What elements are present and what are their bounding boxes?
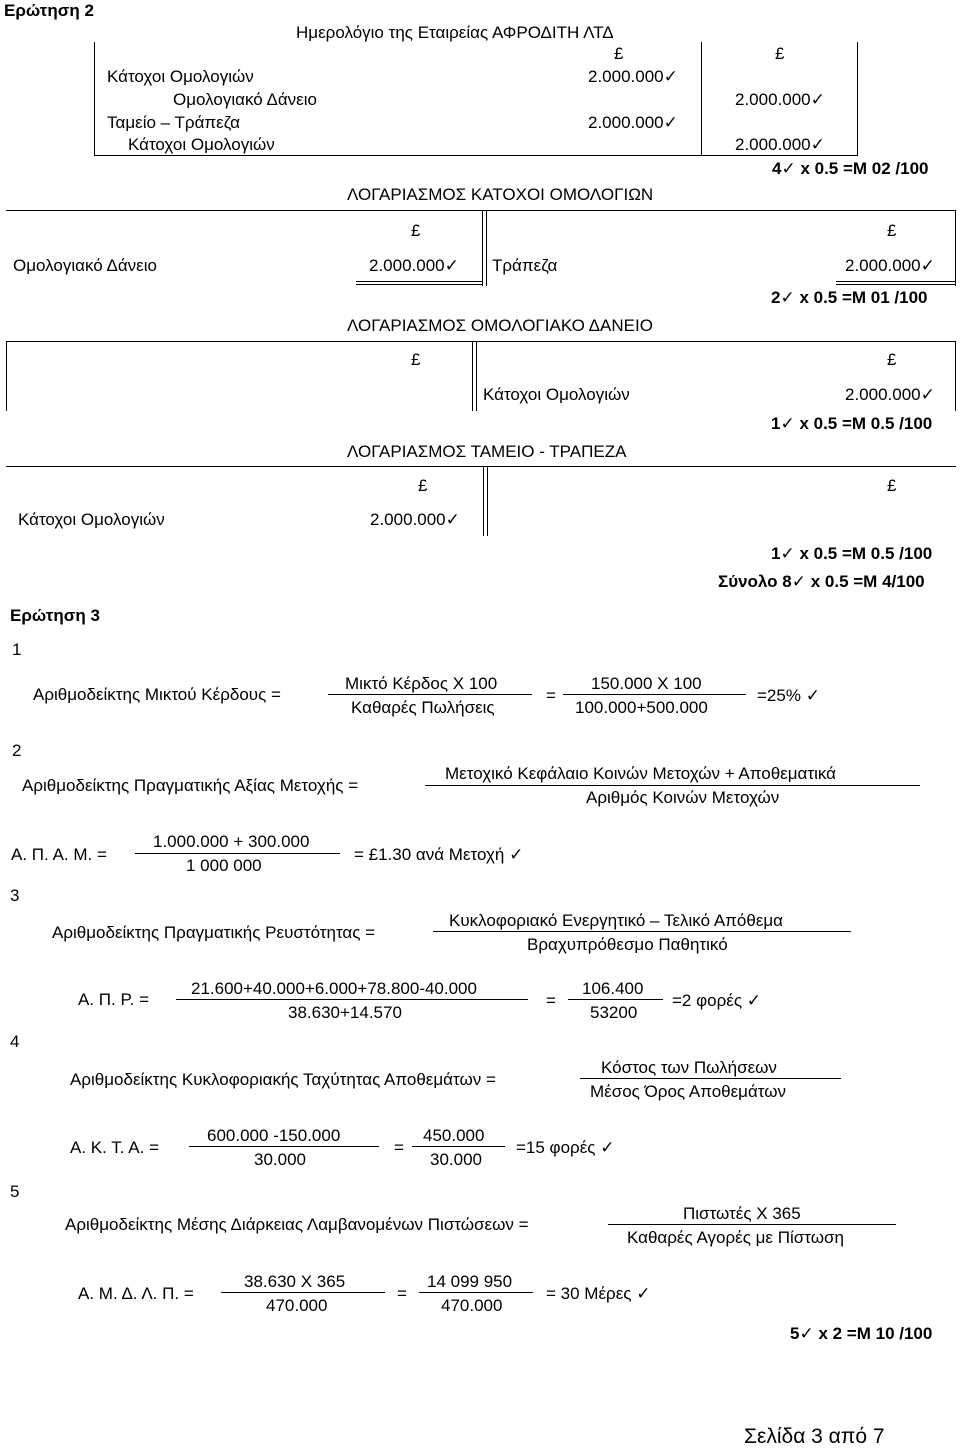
ledger2-right-border xyxy=(955,341,956,411)
ledger3-title: ΛΟΓΑΡΙΑΣΜΟΣ ΤΑΜΕΙΟ - ΤΡΑΠΕΖΑ xyxy=(347,442,627,461)
ledger2-left-border xyxy=(6,341,7,411)
equals-sign: = xyxy=(397,1284,407,1303)
ratio-result: = £1.30 ανά Μετοχή ✓ xyxy=(354,845,524,865)
ledger1-credit-currency: £ xyxy=(887,221,897,240)
journal-account: Κάτοχοι Ομολογιών xyxy=(128,135,275,154)
ratio-label: Αριθμοδείκτης Μέσης Διάρκειας Λαμβανομένων Πιστώσεων = xyxy=(65,1215,529,1234)
formula-denominator: Καθαρές Πωλήσεις xyxy=(351,698,495,717)
ledger3-divider xyxy=(487,466,488,536)
ledger1-left-amount: 2.000.000✓ xyxy=(369,256,459,276)
ledger1-total-line xyxy=(836,281,955,282)
formula-denominator: Μέσος Όρος Αποθεμάτων xyxy=(590,1082,787,1101)
check-icon: ✓ xyxy=(920,385,935,405)
ledger2-top-line xyxy=(6,341,956,342)
equals-sign: = xyxy=(546,686,556,705)
ledger1-total-line xyxy=(836,284,955,285)
fraction-line xyxy=(135,853,340,854)
formula-numerator: Κόστος των Πωλήσεων xyxy=(601,1058,777,1077)
ledger3-divider xyxy=(483,466,484,536)
check-icon: ✓ xyxy=(663,67,678,87)
check-icon: ✓ xyxy=(805,686,820,706)
ratio-label: Αριθμοδείκτης Κυκλοφοριακής Ταχύτητας Αποθεμάτων = xyxy=(70,1070,496,1089)
item-number: 4 xyxy=(10,1032,20,1051)
ledger2-right-amount: 2.000.000✓ xyxy=(845,385,935,405)
fraction-line xyxy=(189,1146,379,1147)
check-icon: ✓ xyxy=(791,572,806,592)
check-icon: ✓ xyxy=(746,991,762,1011)
formula-numerator: Μετοχικό Κεφάλαιο Κοινών Μετοχών + Αποθεματικά xyxy=(445,764,836,783)
ratio-label: Αριθμοδείκτης Πραγματικής Αξίας Μετοχής = xyxy=(22,776,359,795)
fraction-line xyxy=(433,931,851,932)
ledger1-debit-currency: £ xyxy=(411,221,421,240)
fraction-line xyxy=(176,999,528,1000)
q2-total-score: Σύνολο 8✓ x 0.5 =Μ 4/100 xyxy=(718,572,925,592)
check-icon: ✓ xyxy=(799,1324,814,1344)
calc2-numerator: 14 099 950 xyxy=(427,1272,513,1291)
fraction-line xyxy=(419,1292,533,1293)
ledger1-left-account: Ομολογιακό Δάνειο xyxy=(13,256,157,275)
ratio-abbreviation: Α. Μ. Δ. Λ. Π. = xyxy=(78,1284,194,1303)
calc-denominator: 38.630+14.570 xyxy=(288,1003,402,1022)
ratio-abbreviation: Α. Π. Ρ. = xyxy=(78,990,150,1009)
journal-credit-currency: £ xyxy=(775,44,785,63)
fraction-line xyxy=(568,999,663,1000)
ratio-result: =15 φορές ✓ xyxy=(516,1138,615,1158)
ledger2-credit-currency: £ xyxy=(887,350,897,369)
journal-left-border xyxy=(94,42,95,156)
item-number: 1 xyxy=(12,640,22,659)
formula-numerator: Πιστωτές Χ 365 xyxy=(683,1204,801,1223)
journal-right-border xyxy=(857,42,858,156)
fraction-line xyxy=(608,1224,896,1225)
ratio-result: =25% ✓ xyxy=(757,686,820,706)
equals-sign: = xyxy=(546,991,556,1010)
page-number: Σελίδα 3 από 7 xyxy=(744,1425,885,1448)
check-icon: ✓ xyxy=(636,1284,651,1304)
journal-account: Ομολογιακό Δάνειο xyxy=(173,90,317,109)
ledger1-right-amount: 2.000.000✓ xyxy=(845,256,935,276)
fraction-line xyxy=(580,1078,841,1079)
formula-denominator: Καθαρές Αγορές με Πίστωση xyxy=(627,1228,844,1247)
check-icon: ✓ xyxy=(445,510,460,530)
calc-denominator: 30.000 xyxy=(254,1150,306,1169)
ledger1-total-line xyxy=(356,281,482,282)
calc-numerator: 150.000 Χ 100 xyxy=(591,674,702,693)
ratio-result: =2 φορές ✓ xyxy=(672,991,762,1011)
ratio-abbreviation: Α. Κ. Τ. Α. = xyxy=(70,1138,160,1157)
ledger3-debit-currency: £ xyxy=(418,476,428,495)
check-icon: ✓ xyxy=(780,414,795,434)
journal-bottom-border xyxy=(94,155,858,156)
calc-numerator: 21.600+40.000+6.000+78.800-40.000 xyxy=(191,979,477,998)
calc2-denominator: 30.000 xyxy=(430,1150,482,1169)
ledger1-top-line xyxy=(6,210,956,211)
calc2-denominator: 470.000 xyxy=(441,1296,503,1315)
ledger2-debit-currency: £ xyxy=(411,350,421,369)
q2-heading: Ερώτηση 2 xyxy=(4,1,94,20)
journal-credit-amount: 2.000.000✓ xyxy=(735,90,825,110)
journal-title: Ημερολόγιο της Εταιρείας ΑΦΡΟΔΙΤΗ ΛΤΔ xyxy=(296,23,614,42)
ledger1-divider xyxy=(486,210,487,286)
check-icon: ✓ xyxy=(810,135,825,155)
ratio-label: Αριθμοδείκτης Μικτού Κέρδους = xyxy=(33,685,281,704)
ledger1-right-border xyxy=(955,210,956,286)
check-icon: ✓ xyxy=(780,288,795,308)
ledger2-title: ΛΟΓΑΡΙΑΣΜΟΣ ΟΜΟΛΟΓΙΑΚΟ ΔΑΝΕΙΟ xyxy=(347,316,653,335)
ledger3-score: 1✓ x 0.5 =Μ 0.5 /100 xyxy=(771,544,933,564)
equals-sign: = xyxy=(394,1138,404,1157)
ratio-label: Αριθμοδείκτης Πραγματικής Ρευστότητας = xyxy=(52,923,376,942)
journal-debit-currency: £ xyxy=(614,44,624,63)
ledger2-divider xyxy=(476,341,477,411)
ledger1-divider xyxy=(482,210,483,286)
ledger3-left-account: Κάτοχοι Ομολογιών xyxy=(18,510,165,529)
item-number: 2 xyxy=(12,741,22,760)
calc2-numerator: 106.400 xyxy=(582,979,644,998)
check-icon: ✓ xyxy=(444,256,459,276)
calc2-denominator: 53200 xyxy=(590,1003,638,1022)
journal-account: Κάτοχοι Ομολογιών xyxy=(107,67,254,86)
journal-divider xyxy=(701,42,702,156)
journal-debit-amount: 2.000.000✓ xyxy=(588,113,678,133)
check-icon: ✓ xyxy=(810,90,825,110)
ledger2-right-account: Κάτοχοι Ομολογιών xyxy=(483,385,630,404)
ledger1-total-line xyxy=(356,284,482,285)
formula-denominator: Αριθμός Κοινών Μετοχών xyxy=(586,788,780,807)
ratio-abbreviation: Α. Π. Α. Μ. = xyxy=(11,845,107,864)
calc-numerator: 38.630 Χ 365 xyxy=(244,1272,346,1291)
ledger1-right-account: Τράπεζα xyxy=(492,256,558,275)
formula-denominator: Βραχυπρόθεσμο Παθητικό xyxy=(527,935,728,954)
ratio-result: = 30 Μέρες ✓ xyxy=(546,1284,651,1304)
fraction-line xyxy=(221,1292,385,1293)
journal-debit-amount: 2.000.000✓ xyxy=(588,67,678,87)
calc-denominator: 100.000+500.000 xyxy=(575,698,708,717)
q3-heading: Ερώτηση 3 xyxy=(10,606,100,625)
q3-final-score: 5✓ x 2 =Μ 10 /100 xyxy=(790,1324,933,1344)
check-icon: ✓ xyxy=(663,113,678,133)
journal-credit-amount: 2.000.000✓ xyxy=(735,135,825,155)
check-icon: ✓ xyxy=(780,544,795,564)
fraction-line xyxy=(328,694,532,695)
ledger1-title: ΛΟΓΑΡΙΑΣΜΟΣ ΚΑΤΟΧΟΙ ΟΜΟΛΟΓΙΩΝ xyxy=(347,185,654,204)
calc-denominator: 1 000 000 xyxy=(186,856,262,875)
ledger2-score: 1✓ x 0.5 =Μ 0.5 /100 xyxy=(771,414,933,434)
ledger1-score: 2✓ x 0.5 =Μ 01 /100 xyxy=(771,288,928,308)
check-icon: ✓ xyxy=(781,159,796,179)
item-number: 5 xyxy=(10,1182,20,1201)
fraction-line xyxy=(425,785,920,786)
fraction-line xyxy=(563,694,746,695)
formula-numerator: Κυκλοφοριακό Ενεργητικό – Τελικό Απόθεμα xyxy=(449,911,784,930)
ledger3-credit-currency: £ xyxy=(887,476,897,495)
fraction-line xyxy=(412,1146,505,1147)
calc-numerator: 600.000 -150.000 xyxy=(207,1126,341,1145)
check-icon: ✓ xyxy=(920,256,935,276)
formula-numerator: Μικτό Κέρδος Χ 100 xyxy=(345,674,498,693)
calc-denominator: 470.000 xyxy=(266,1296,328,1315)
calc2-numerator: 450.000 xyxy=(423,1126,485,1145)
check-icon: ✓ xyxy=(509,845,524,865)
ledger2-divider xyxy=(472,341,473,411)
journal-account: Ταμείο – Τράπεζα xyxy=(107,113,240,132)
journal-score: 4✓ x 0.5 =Μ 02 /100 xyxy=(772,159,929,179)
check-icon: ✓ xyxy=(600,1138,615,1158)
ledger3-left-amount: 2.000.000✓ xyxy=(370,510,460,530)
ledger3-top-line xyxy=(6,466,956,467)
calc-numerator: 1.000.000 + 300.000 xyxy=(153,832,310,851)
item-number: 3 xyxy=(10,886,20,905)
